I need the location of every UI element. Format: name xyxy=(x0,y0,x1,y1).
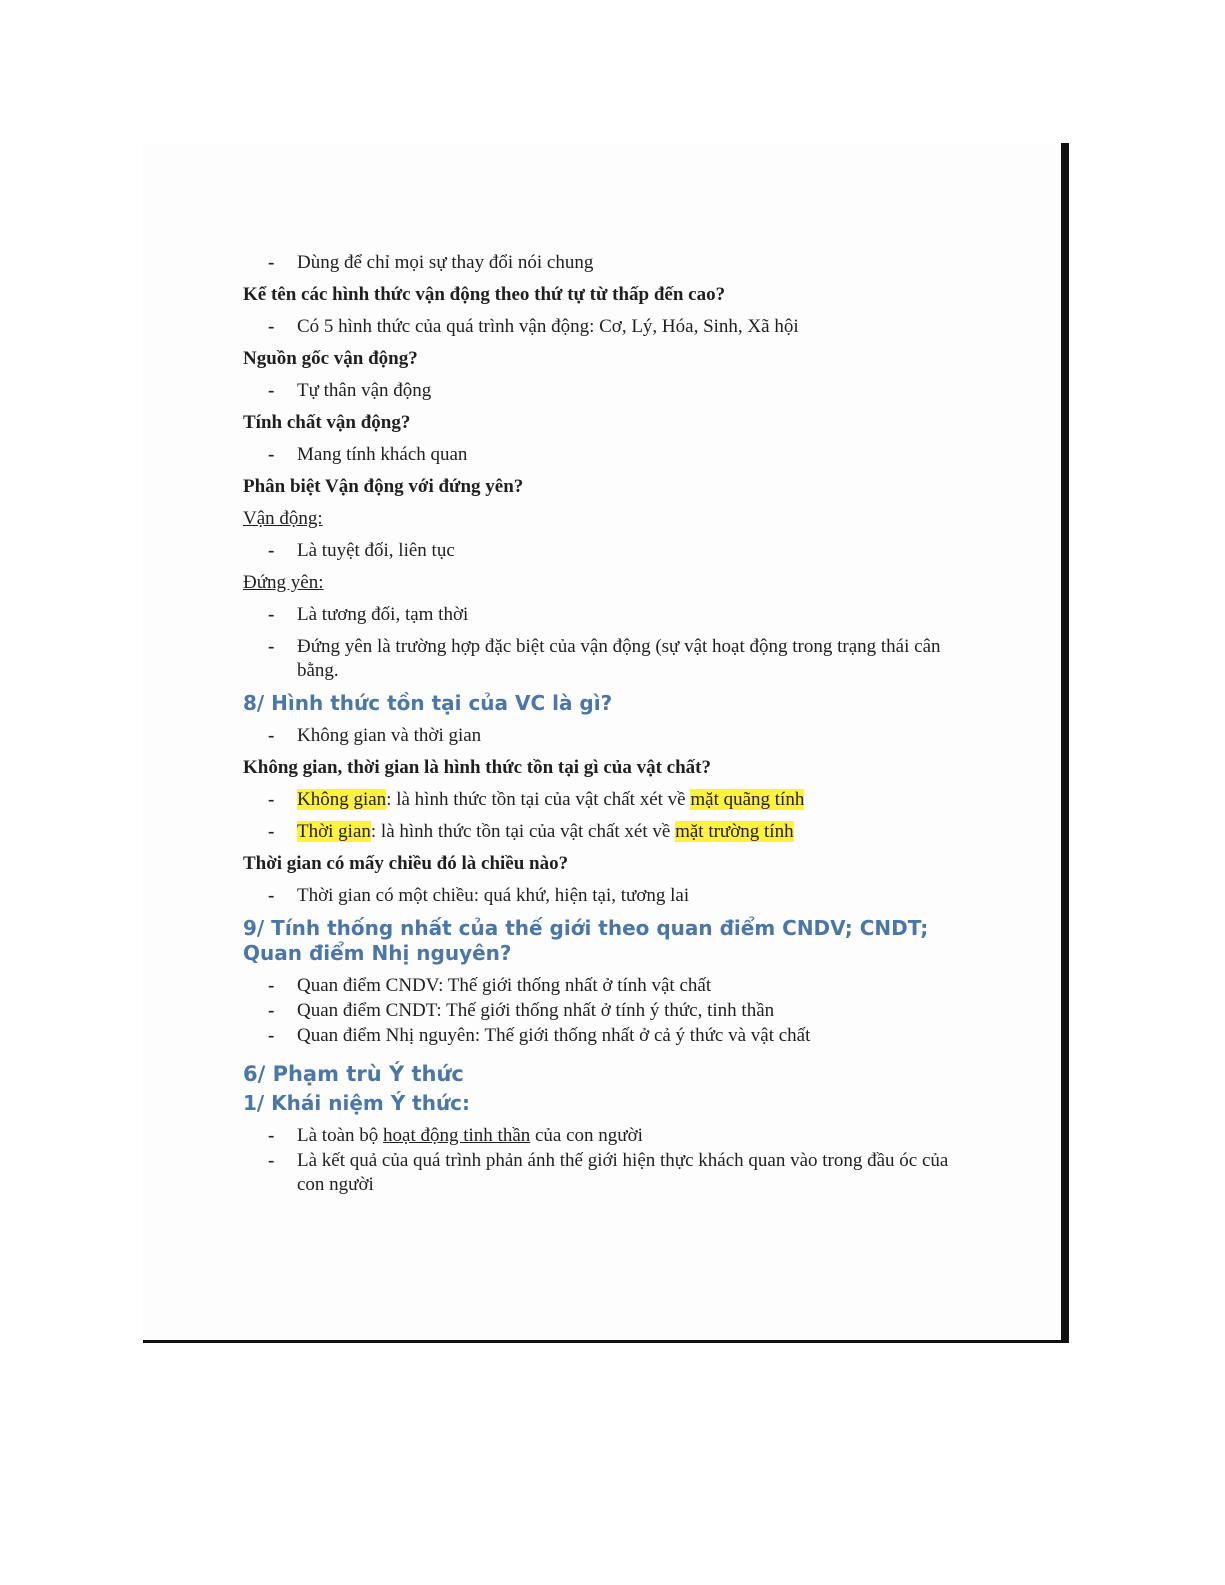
list-item xyxy=(243,999,963,1023)
list-item xyxy=(243,635,963,683)
bullet-dash: - xyxy=(268,380,275,401)
bullet-dash: - xyxy=(268,252,275,273)
question-heading: Thời gian có mấy chiều đó là chiều nào? xyxy=(243,853,569,874)
bullet-dash: - xyxy=(268,1150,275,1171)
page-edge-bottom xyxy=(143,1340,1069,1343)
list-item xyxy=(243,1024,963,1048)
list-item-text: Mang tính khách quan xyxy=(297,444,468,465)
highlighted-term: Thời gian xyxy=(297,821,371,842)
section-heading: 8/ Hình thức tồn tại của VC là gì? xyxy=(243,691,613,715)
question-heading: Kể tên các hình thức vận động theo thứ tự từ thấp đến cao? xyxy=(243,284,726,305)
highlighted-term: Không gian xyxy=(297,789,387,810)
bullet-dash: - xyxy=(268,789,275,810)
bullet-dash: - xyxy=(268,975,275,996)
list-item-text: Quan điểm Nhị nguyên: Thế giới thống nhất ở cả ý thức và vật chất xyxy=(297,1025,811,1046)
bullet-dash: - xyxy=(268,636,275,657)
bullet-dash: - xyxy=(268,885,275,906)
list-item-text: Là tương đối, tạm thời xyxy=(297,604,469,625)
question-heading: Nguồn gốc vận động? xyxy=(243,348,418,369)
list-item xyxy=(243,315,963,339)
question-heading: Tính chất vận động? xyxy=(243,412,411,433)
list-item-text: Không gian và thời gian xyxy=(297,725,482,746)
list-item-text: Dùng để chỉ mọi sự thay đổi nói chung xyxy=(297,252,594,273)
page-edge-right xyxy=(1061,143,1069,1343)
section-heading: 1/ Khái niệm Ý thức: xyxy=(243,1091,471,1115)
bullet-dash: - xyxy=(268,540,275,561)
list-item-text: Đứng yên là trường hợp đặc biệt của vận động (sự vật hoạt động trong trạng thái cân bằng. xyxy=(297,636,941,681)
document-content xyxy=(243,251,963,1198)
highlighted-term: mặt trường tính xyxy=(675,821,794,842)
list-item xyxy=(243,974,963,998)
list-item-text: Là tuyệt đối, liên tục xyxy=(297,540,455,561)
section-heading: 9/ Tính thống nhất của thế giới theo quan điểm CNDV; CNDT; Quan điểm Nhị nguyên? xyxy=(243,916,929,965)
list-item-text: : là hình thức tồn tại của vật chất xét về xyxy=(370,821,676,842)
list-item xyxy=(243,539,963,563)
highlighted-term: mặt quãng tính xyxy=(690,789,805,810)
list-item xyxy=(243,820,963,844)
underlined-term: hoạt động tinh thần xyxy=(383,1125,531,1146)
list-item xyxy=(243,379,963,403)
list-item-text: Là toàn bộ xyxy=(297,1125,384,1146)
list-item xyxy=(243,724,963,748)
bullet-dash: - xyxy=(268,316,275,337)
list-item-text: Là kết quả của quá trình phản ánh thế giới hiện thực khách quan vào trong đầu óc của con người xyxy=(297,1150,949,1195)
bullet-dash: - xyxy=(268,725,275,746)
list-item-text: : là hình thức tồn tại của vật chất xét về xyxy=(386,789,691,810)
list-item-text: Quan điểm CNDV: Thế giới thống nhất ở tính vật chất xyxy=(297,975,712,996)
list-item-text: Thời gian có một chiều: quá khứ, hiện tại, tương lai xyxy=(297,885,690,906)
list-item-text: Có 5 hình thức của quá trình vận động: Cơ, Lý, Hóa, Sinh, Xã hội xyxy=(297,316,799,337)
bullet-dash: - xyxy=(268,821,275,842)
list-item xyxy=(243,443,963,467)
bullet-dash: - xyxy=(268,1025,275,1046)
list-item xyxy=(243,884,963,908)
list-item xyxy=(243,1124,963,1148)
subheading: Đứng yên: xyxy=(243,572,324,593)
bullet-dash: - xyxy=(268,444,275,465)
list-item-text: Tự thân vận động xyxy=(297,380,432,401)
list-item xyxy=(243,788,963,812)
section-heading: 6/ Phạm trù Ý thức xyxy=(243,1062,464,1086)
subheading: Vận động: xyxy=(243,508,323,529)
bullet-dash: - xyxy=(268,604,275,625)
bullet-dash: - xyxy=(268,1000,275,1021)
list-item xyxy=(243,251,963,275)
list-item-text: Quan điểm CNDT: Thế giới thống nhất ở tính ý thức, tinh thần xyxy=(297,1000,775,1021)
question-heading: Phân biệt Vận động với đứng yên? xyxy=(243,476,524,497)
list-item xyxy=(243,1149,963,1197)
bullet-dash: - xyxy=(268,1125,275,1146)
list-item-text: của con người xyxy=(530,1125,643,1146)
question-heading: Không gian, thời gian là hình thức tồn tại gì của vật chất? xyxy=(243,757,711,778)
list-item xyxy=(243,603,963,627)
